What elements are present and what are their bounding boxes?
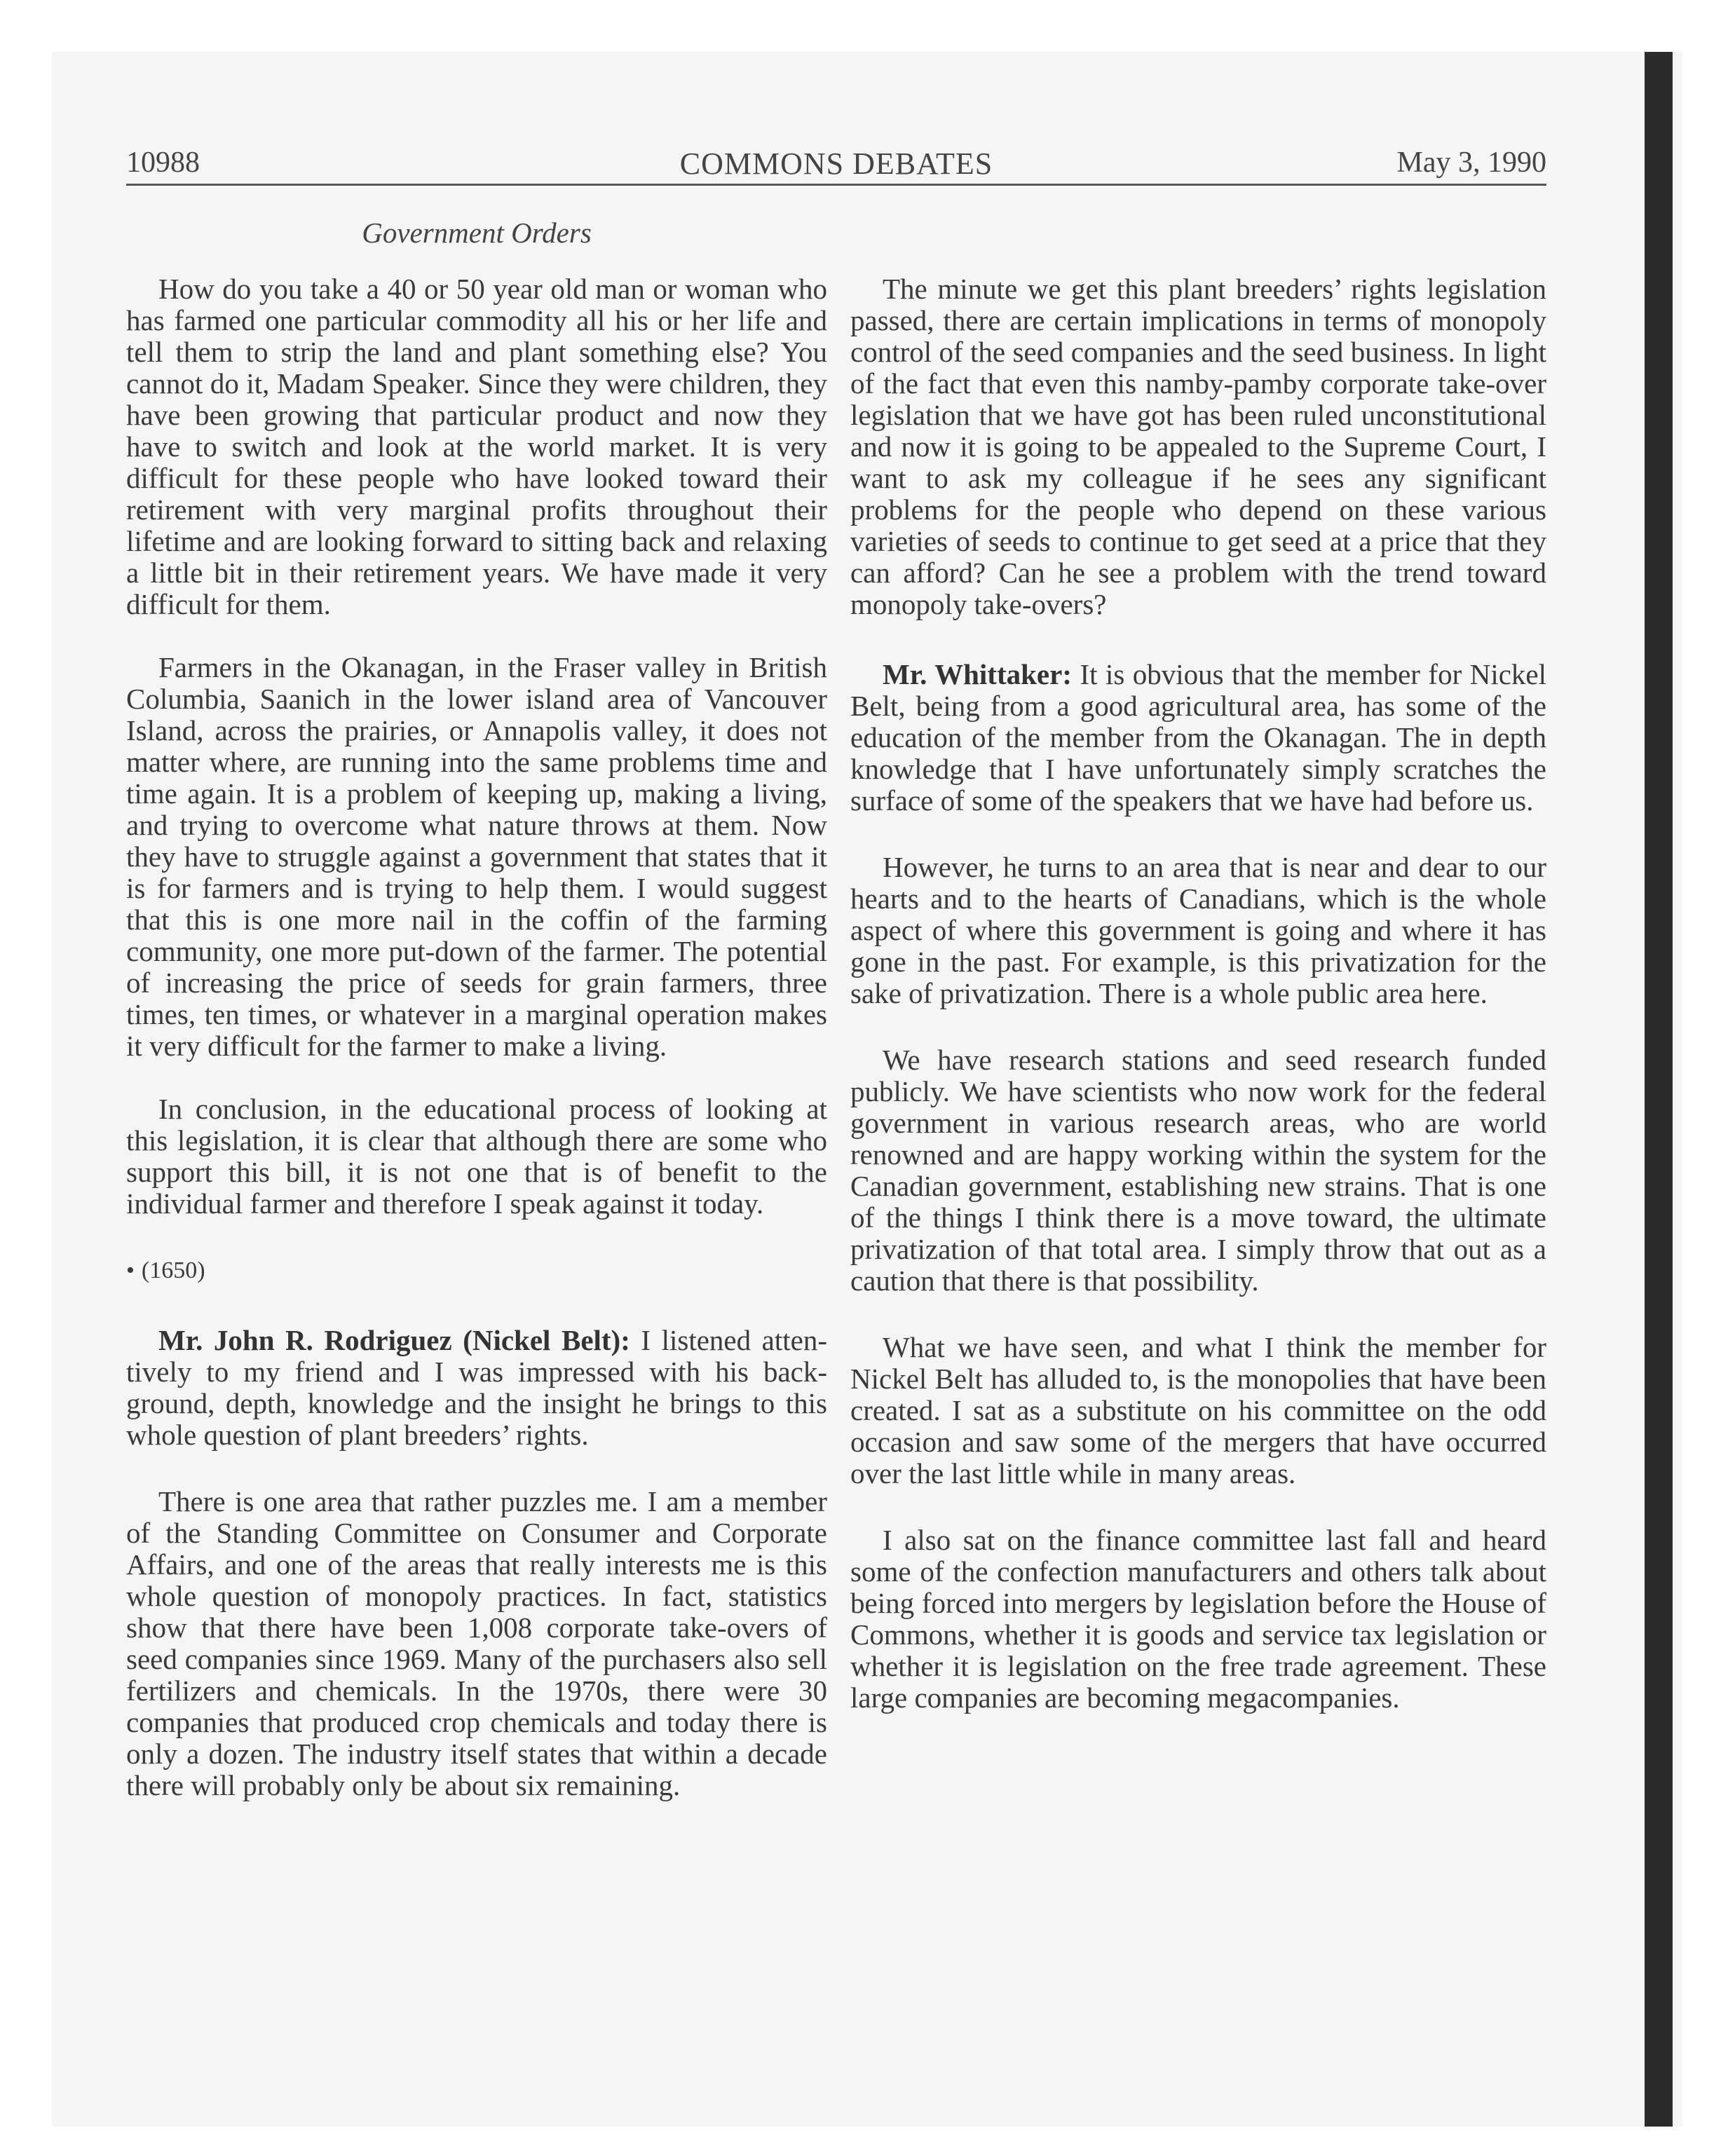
bullet-icon: • (126, 1257, 135, 1283)
speech-paragraph (850, 659, 1546, 817)
paragraph: We have research stations and seed research funded publicly. We have scientists who now work for the federal government in various research areas, who are world renowned and are happy working within the system for the Canadian government, establishing new strains. That is one of the things I think there is a move toward, the ultimate privatization of that total area. I simply throw that out as a caution that there is that possibility. (850, 1044, 1546, 1297)
right-column (850, 273, 1546, 1714)
section-title: Government Orders (362, 217, 592, 249)
publication-date: May 3, 1990 (1396, 146, 1546, 179)
header-rule (126, 184, 1546, 186)
paragraph: Farmers in the Okanagan, in the Fraser valley in British Columbia, Saanich in the lower island area of Vancouver Island, across the prairies, or Annapolis valley, it does not matter where, are running into the same problems time and time again. It is a problem of keeping up, making a living, and trying to overcome what nature throws at them. Now they have to struggle against a government that states that it is for farmers and is trying to help them. I would suggest that this is one more nail in the coffin of the farming community, one more put-down of the farmer. The potential of increasing the price of seeds for grain farmers, three times, ten times, or whatever in a marginal operation makes it very difficult for the farmer to make a living. (126, 651, 827, 1062)
paragraph: How do you take a 40 or 50 year old man or woman who has farmed one particular commodity all his or her life and tell them to strip the land and plant something else? You cannot do it, Madam Speaker. Since they were children, they have been growing that particular product and now they have to switch and look at the world market. It is very difficult for these people who have looked toward their retirement with very marginal profits throughout their lifetime and are looking forward to sitting back and relaxing a little bit in their retirement years. We have made it very difficult for them. (126, 273, 827, 620)
speaker-name: Mr. John R. Rodriguez (Nickel Belt): (158, 1324, 630, 1356)
speech-text: I listened attentively to my friend and I was impressed with his background, depth, knowledge and the insight he brings to this whole question of plant breeders’ rights. (126, 1324, 827, 1451)
paragraph: The minute we get this plant breeders’ rights legislation passed, there are certain implications in terms of monopoly control of the seed companies and the seed business. In light of the fact that even this namby-pamby corporate take-over legislation that we have got has been ruled unconstitutional and now it is going to be appealed to the Supreme Court, I want to ask my colleague if he sees any significant problems for the people who depend on these various varieties of seeds to continue to get seed at a price that they can afford? Can he see a problem with the trend toward monopoly take-overs? (850, 273, 1546, 620)
paragraph: In conclusion, in the educational process of looking at this legislation, it is clear that although there are some who support this bill, it is not one that is of benefit to the individual farmer and therefore I speak against it today. (126, 1093, 827, 1220)
paragraph: There is one area that rather puzzles me. I am a member of the Standing Committee on Consumer and Corporate Affairs, and one of the areas that really interests me is this whole question of monopoly practices. In fact, statistics show that there have been 1,008 corporate take-overs of seed companies since 1969. Many of the purchasers also sell fertilizers and chemicals. In the 1970s, there were 30 companies that produced crop chemicals and today there is only a dozen. The industry itself states that within a decade there will probably only be about six remaining. (126, 1485, 827, 1801)
speech-text: It is obvious that the member for Nickel Belt, being from a good agricultural area, has some of the education of the member from the Okanagan. The in depth knowledge that I have unfortunately simply scratches the surface of some of the speakers that we have had before us. (850, 658, 1546, 817)
page-header (126, 146, 1546, 185)
page-number: 10988 (126, 146, 200, 179)
paragraph: However, he turns to an area that is near and dear to our hearts and to the hearts of Canadians, which is the whole aspect of where this government is going and where it has gone in the past. For example, is this privatization for the sake of privatization. There is a whole public area here. (850, 851, 1546, 1009)
speech-paragraph (126, 1325, 827, 1451)
scan-edge-shadow (1645, 52, 1673, 2127)
publication-title: COMMONS DEBATES (679, 146, 993, 181)
paragraph: What we have seen, and what I think the member for Nickel Belt has alluded to, is the monopolies that have been created. I sat as a substitute on his committee on the odd occasion and saw some of the mergers that have occurred over the last little while in many areas. (850, 1331, 1546, 1489)
speaker-name: Mr. Whittaker: (883, 658, 1072, 690)
paragraph: I also sat on the finance committee last fall and heard some of the confection manufacturers and others talk about being forced into mergers by legislation before the House of Commons, whether it is goods and service tax legislation or whether it is legislation on the free trade agreement. These large companies are becoming megacompanies. (850, 1524, 1546, 1714)
left-column (126, 273, 827, 1801)
timestamp (126, 1255, 827, 1286)
timestamp-text: (1650) (141, 1257, 205, 1283)
